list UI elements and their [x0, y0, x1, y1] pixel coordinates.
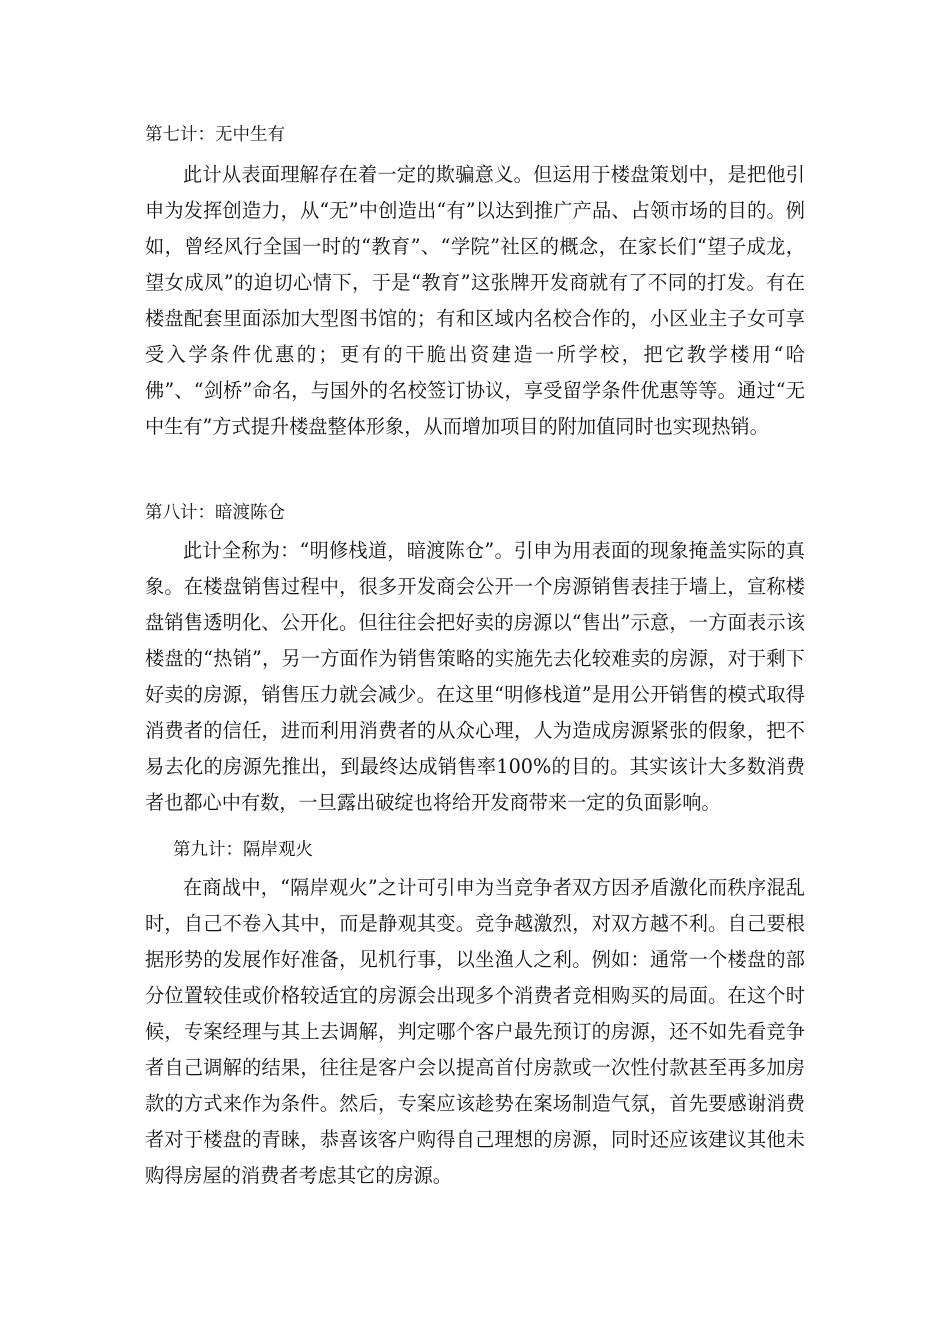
section-heading-9: 第九计：隔岸观火	[173, 840, 313, 860]
section-body-9: 在商战中，“隔岸观火”之计可引申为当竞争者双方因矛盾激化而秩序混乱时，自己不卷入其中，而是静观其变。竞争越激烈，对双方越不利。自己要根据形势的发展作好准备，见机行事，以坐渔人之利。例如：通常一个楼盘的部分位置较佳或价格较适宜的房源会出现多个消费者竞相购买的局面。在这个时候，专案经理与其上去调解，判定哪个客户最先预订的房源，还不如先看竞争者自己调解的结果，往往是客户会以提高首付房款或一次性付款甚至再多加房款的方式来作为条件。然后，专案应该趁势在案场制造气氛，首先要感谢消费者对于楼盘的青睐，恭喜该客户购得自己理想的房源，同时还应该建议其他未购得房屋的消费者考虑其它的房源。	[145, 876, 805, 1187]
section-heading-8: 第八计：暗渡陈仓	[145, 503, 285, 523]
section-body-8: 此计全称为：“明修栈道，暗渡陈仓”。引申为用表面的现象掩盖实际的真象。在楼盘销售过程中，很多开发商会公开一个房源销售表挂于墙上，宣称楼盘销售透明化、公开化。但往往会把好卖的房源以“售出”示意，一方面表示该楼盘的“热销”，另一方面作为销售策略的实施先去化较难卖的房源，对于剩下好卖的房源，销售压力就会减少。在这里“明修栈道”是用公开销售的模式取得消费者的信任，进而利用消费者的从众心理，人为造成房源紧张的假象，把不易去化的房源先推出，到最终达成销售率100%的目的。其实该计大多数消费者也都心中有数，一旦露出破绽也将给开发商带来一定的负面影响。	[145, 539, 805, 814]
section-heading-7: 第七计：无中生有	[145, 125, 285, 145]
section-body-7: 此计从表面理解存在着一定的欺骗意义。但运用于楼盘策划中，是把他引申为发挥创造力，从“无”中创造出“有”以达到推广产品、占领市场的目的。例如，曾经风行全国一时的“教育”、“学院”社区的概念，在家长们“望子成龙，望女成凤”的迫切心情下，于是“教育”这张牌开发商就有了不同的打发。有在楼盘配套里面添加大型图书馆的；有和区域内名校合作的，小区业主子女可享受入学条件优惠的；更有的干脆出资建造一所学校，把它教学楼用“哈佛”、“剑桥”命名，与国外的名校签订协议，享受留学条件优惠等等。通过“无中生有”方式提升楼盘整体形象，从而增加项目的附加值同时也实现热销。	[145, 163, 805, 438]
